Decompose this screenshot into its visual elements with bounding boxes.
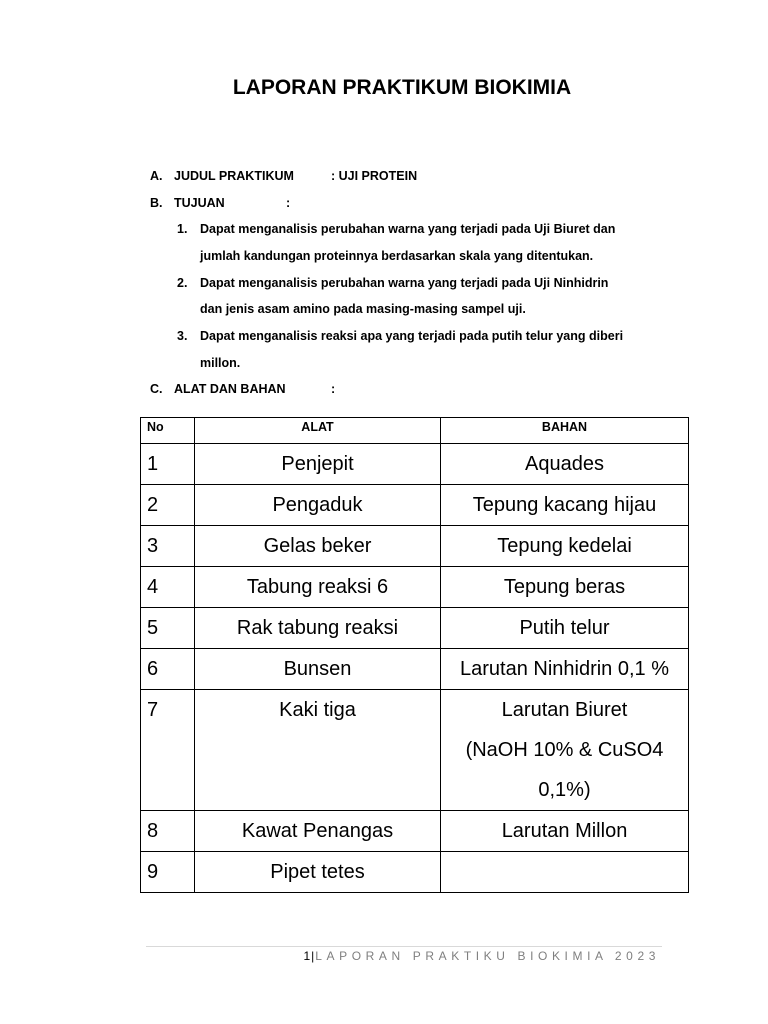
cell-bahan: Tepung beras: [441, 567, 689, 608]
cell-alat: Bunsen: [195, 649, 441, 690]
table-row: [141, 444, 689, 485]
table-row: [141, 526, 689, 567]
goal-text-cont: dan jenis asam amino pada masing-masing sampel uji.: [200, 302, 526, 316]
cell-no: 8: [141, 811, 195, 852]
section-letter: B.: [150, 196, 163, 210]
cell-no: 9: [141, 852, 195, 893]
goal-item: [177, 328, 623, 344]
header-bahan: BAHAN: [441, 418, 689, 444]
goal-number: 3.: [177, 329, 188, 343]
cell-alat: Kaki tiga: [195, 690, 441, 811]
cell-no: 4: [141, 567, 195, 608]
cell-alat: Kawat Penangas: [195, 811, 441, 852]
cell-bahan: Aquades: [441, 444, 689, 485]
cell-no: 7: [141, 690, 195, 811]
section-tujuan: [150, 195, 225, 211]
cell-no: 1: [141, 444, 195, 485]
page-footer: [303, 948, 660, 964]
cell-alat: Tabung reaksi 6: [195, 567, 441, 608]
header-no: No: [141, 418, 195, 444]
cell-alat: Gelas beker: [195, 526, 441, 567]
cell-bahan-line: 0,1%): [538, 779, 591, 801]
footer-divider: [146, 946, 662, 947]
header-alat: ALAT: [195, 418, 441, 444]
section-alat-bahan: [150, 381, 286, 397]
cell-bahan: Larutan Ninhidrin 0,1 %: [441, 649, 689, 690]
footer-text: LAPORAN PRAKTIKU BIOKIMIA 2023: [315, 949, 660, 963]
goal-text-cont: jumlah kandungan proteinnya berdasarkan skala yang ditentukan.: [200, 249, 594, 263]
cell-bahan: [441, 690, 689, 811]
goal-text-cont: millon.: [200, 356, 241, 370]
table-row: [141, 690, 689, 811]
table-row: [141, 608, 689, 649]
goal-number: 1.: [177, 222, 188, 236]
cell-no: 6: [141, 649, 195, 690]
table-row: [141, 567, 689, 608]
cell-alat: Pengaduk: [195, 485, 441, 526]
table-row: [141, 852, 689, 893]
tujuan-colon: :: [286, 196, 291, 210]
cell-no: 3: [141, 526, 195, 567]
cell-bahan: Tepung kacang hijau: [441, 485, 689, 526]
cell-bahan-line: Larutan Biuret: [501, 699, 628, 721]
section-label: TUJUAN: [174, 196, 225, 210]
table-header-row: [141, 418, 689, 444]
cell-alat: Rak tabung reaksi: [195, 608, 441, 649]
page-title: LAPORAN PRAKTIKUM BIOKIMIA: [232, 76, 572, 99]
cell-alat: Pipet tetes: [195, 852, 441, 893]
footer-separator: |: [311, 949, 315, 963]
goal-item: [177, 221, 615, 237]
goal-text: Dapat menganalisis perubahan warna yang terjadi pada Uji Biuret dan: [200, 222, 616, 236]
table-row: [141, 485, 689, 526]
cell-bahan: Tepung kedelai: [441, 526, 689, 567]
alat-bahan-colon: :: [331, 382, 336, 396]
cell-bahan: Putih telur: [441, 608, 689, 649]
section-letter: C.: [150, 382, 163, 396]
goal-text: Dapat menganalisis reaksi apa yang terjadi pada putih telur yang diberi: [200, 329, 624, 343]
cell-no: 5: [141, 608, 195, 649]
cell-no: 2: [141, 485, 195, 526]
page-number: 1: [303, 949, 311, 963]
cell-bahan-line: (NaOH 10% & CuSO4: [465, 739, 664, 761]
cell-bahan: Larutan Millon: [441, 811, 689, 852]
cell-bahan: [441, 852, 689, 893]
table-row: [141, 649, 689, 690]
alat-bahan-table: [140, 417, 689, 893]
section-letter: A.: [150, 169, 163, 183]
section-label: ALAT DAN BAHAN: [174, 382, 286, 396]
goal-number: 2.: [177, 276, 188, 290]
goal-item: [177, 275, 608, 291]
cell-alat: Penjepit: [195, 444, 441, 485]
judul-value: : UJI PROTEIN: [331, 169, 418, 183]
table-row: [141, 811, 689, 852]
section-label: JUDUL PRAKTIKUM: [174, 169, 294, 183]
goal-text: Dapat menganalisis perubahan warna yang terjadi pada Uji Ninhidrin: [200, 276, 609, 290]
section-judul: [150, 168, 294, 184]
